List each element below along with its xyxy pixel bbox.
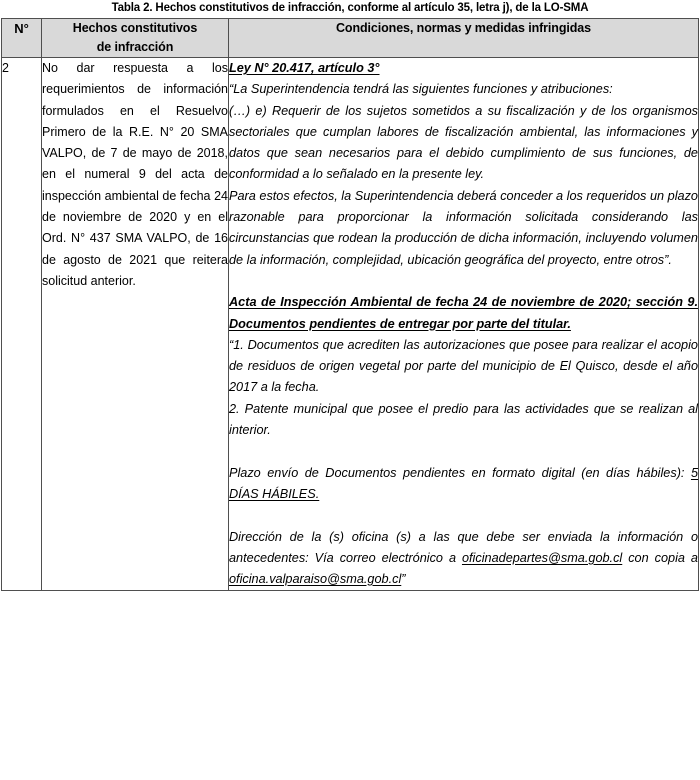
column-header-number: N° xyxy=(2,19,42,58)
deadline-value: 5 DÍAS HÁBILES. xyxy=(229,465,698,501)
infraction-facts-text: No dar respuesta a los requerimientos de información formulados en el Resuelvo Primero de la R.E. N° 20 SMA VALPO, de 7 de mayo de 2018, en el numeral 9 del acta de inspección ambiental de fecha 24 de noviembre de 2020 y en el Ord. N° 437 SMA VALPO, de 16 de agosto de 2021 que reitera solicitud anterior. xyxy=(42,61,228,288)
column-header-facts-line2: de infracción xyxy=(96,40,174,54)
address-text-middle: con copia a xyxy=(622,550,698,565)
conditions-paragraph-3: Para estos efectos, la Superintendencia deberá conceder a los requeridos un plazo razonable para proporcionar la información solicitada considerando las circunstancias que rodean la producción de dicha información, incluyendo volumen de la información, complejidad, ubicación geográfica del proyecto, entre otros”. xyxy=(229,188,698,267)
email-link-oficina-de-partes[interactable]: oficinadepartes@sma.gob.cl xyxy=(461,550,623,565)
table-body xyxy=(2,58,699,591)
conditions-paragraph-4: “1. Documentos que acrediten las autorizaciones que posee para realizar el acopio de residuos de origen vegetal por parte del municipio de El Quisco, desde el año 2017 a la fecha. xyxy=(229,337,698,395)
deadline-text: Plazo envío de Documentos pendientes en formato digital (en días hábiles): xyxy=(229,465,691,480)
address-text-prefix: Dirección de la (s) oficina (s) a las que debe ser enviada la información o antecedentes: Vía correo electrónico a xyxy=(229,529,698,565)
column-header-conditions: Condiciones, normas y medidas infringidas xyxy=(229,19,699,58)
conditions-paragraph-1: “La Superintendencia tendrá las siguientes funciones y atribuciones: xyxy=(229,82,613,97)
cell-conditions xyxy=(229,58,699,591)
cell-row-number: 2 xyxy=(2,58,42,591)
page-title: Tabla 2. Hechos constitutivos de infracción, conforme al artículo 35, letra j), de la LO-SMA xyxy=(111,2,589,14)
cell-infraction-facts xyxy=(42,58,229,591)
column-header-facts-line1: Hechos constitutivos xyxy=(72,21,198,35)
column-header-facts xyxy=(42,19,229,58)
address-text-suffix: ” xyxy=(401,572,406,587)
conditions-paragraph-2: (…) e) Requerir de los sujetos sometidos a su fiscalización y de los organismos sectoriales que cumplan labores de fiscalización ambiental, las informaciones y datos que sean necesarios para el debido cumplimiento de sus funciones, de conformidad a lo señalado en la presente ley. xyxy=(229,103,698,182)
conditions-paragraph-address xyxy=(229,527,698,591)
conditions-heading-law: Ley N° 20.417, artículo 3° xyxy=(229,61,380,75)
email-link-oficina-valparaiso[interactable]: oficina.valparaiso@sma.gob.cl xyxy=(229,572,402,587)
table-header-row xyxy=(2,19,699,58)
conditions-paragraph-5: 2. Patente municipal que posee el predio para las actividades que se realizan al interior. xyxy=(229,401,698,438)
conditions-heading-inspection-act: Acta de Inspección Ambiental de fecha 24 de noviembre de 2020; sección 9. Documentos pendientes de entregar por parte del titular. xyxy=(229,295,698,331)
table-row xyxy=(2,58,699,591)
conditions-paragraph-deadline xyxy=(229,463,698,506)
infraction-table xyxy=(1,18,699,591)
table-header xyxy=(2,19,699,58)
